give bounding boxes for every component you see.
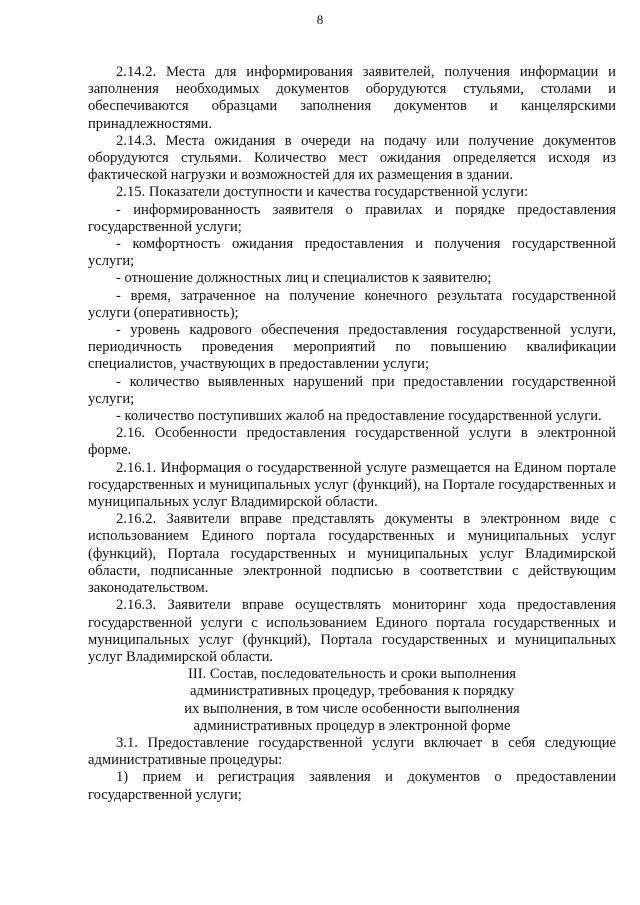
section-heading-line: III. Состав, последовательность и сроки выполнения <box>187 666 517 683</box>
paragraph-2-14-2: 2.14.2. Места для информирования заявителей, получения информации и заполнения необходимых документов оборудуются стульями, столами и обеспечиваются образцами заполнения документов и канцелярскими принадлежностями. <box>88 64 616 132</box>
list-item-staffing: - уровень кадрового обеспечения предоставления государственной услуги, периодичность проведения мероприятий по повышению квалификации специалистов, участвующих в предоставлении услуги; <box>88 322 616 373</box>
list-item-procedure-1: 1) прием и регистрация заявления и документов о предоставлении государственной услуги; <box>88 769 616 803</box>
list-item-attitude: - отношение должностных лиц и специалистов к заявителю; <box>116 270 492 287</box>
section-heading-line: административных процедур, требования к порядку <box>189 683 515 700</box>
list-item-comfort: - комфортность ожидания предоставления и получения государственной услуги; <box>88 236 616 270</box>
page-number: 8 <box>316 12 324 27</box>
paragraph-2-16-1: 2.16.1. Информация о государственной услуге размещается на Едином портале государственных и муниципальных услуг (функций), на Портале государственных и муниципальных услуг Владимирской области. <box>88 459 616 511</box>
section-heading-line: административных процедур в электронной форме <box>193 717 511 734</box>
list-item-informedness: - информированность заявителя о правилах и порядке предоставления государственной услуги; <box>88 201 616 235</box>
list-item-violations: - количество выявленных нарушений при предоставлении государственной услуги; <box>88 373 616 407</box>
list-item-time: - время, затраченное на получение конечного результата государственной услуги (оперативность); <box>88 287 616 321</box>
paragraph-2-15: 2.15. Показатели доступности и качества государственной услуги: <box>116 184 529 201</box>
paragraph-2-16-2: 2.16.2. Заявители вправе представлять документы в электронном виде с использованием Единого портала государственных и муниципальных услуг (функций), Портала государственных и муниципальных услуг Владимирской области, подписанные электронной подписью в соответствии с действующим законодательством. <box>88 511 616 597</box>
list-item-complaints: - количество поступивших жалоб на предоставление государственной услуги. <box>116 408 602 425</box>
paragraph-3-1: 3.1. Предоставление государственной услуги включает в себя следующие административные процедуры: <box>88 734 616 769</box>
section-heading <box>88 666 616 735</box>
document-body <box>88 64 616 804</box>
paragraph-2-16: 2.16. Особенности предоставления государственной услуги в электронной форме. <box>88 425 616 459</box>
section-heading-line: их выполнения, в том числе особенности выполнения <box>184 700 520 717</box>
paragraph-2-14-3: 2.14.3. Места ожидания в очереди на подачу или получение документов оборудуются стульями. Количество мест ожидания определяется исходя из фактической нагрузки и возможностей для их размещения в здании. <box>88 132 616 184</box>
paragraph-2-16-3: 2.16.3. Заявители вправе осуществлять мониторинг хода предоставления государственной услуги с использованием Единого портала государственных и муниципальных услуг (функций), Портала государственных и муниципальных услуг Владимирской области. <box>88 597 616 665</box>
